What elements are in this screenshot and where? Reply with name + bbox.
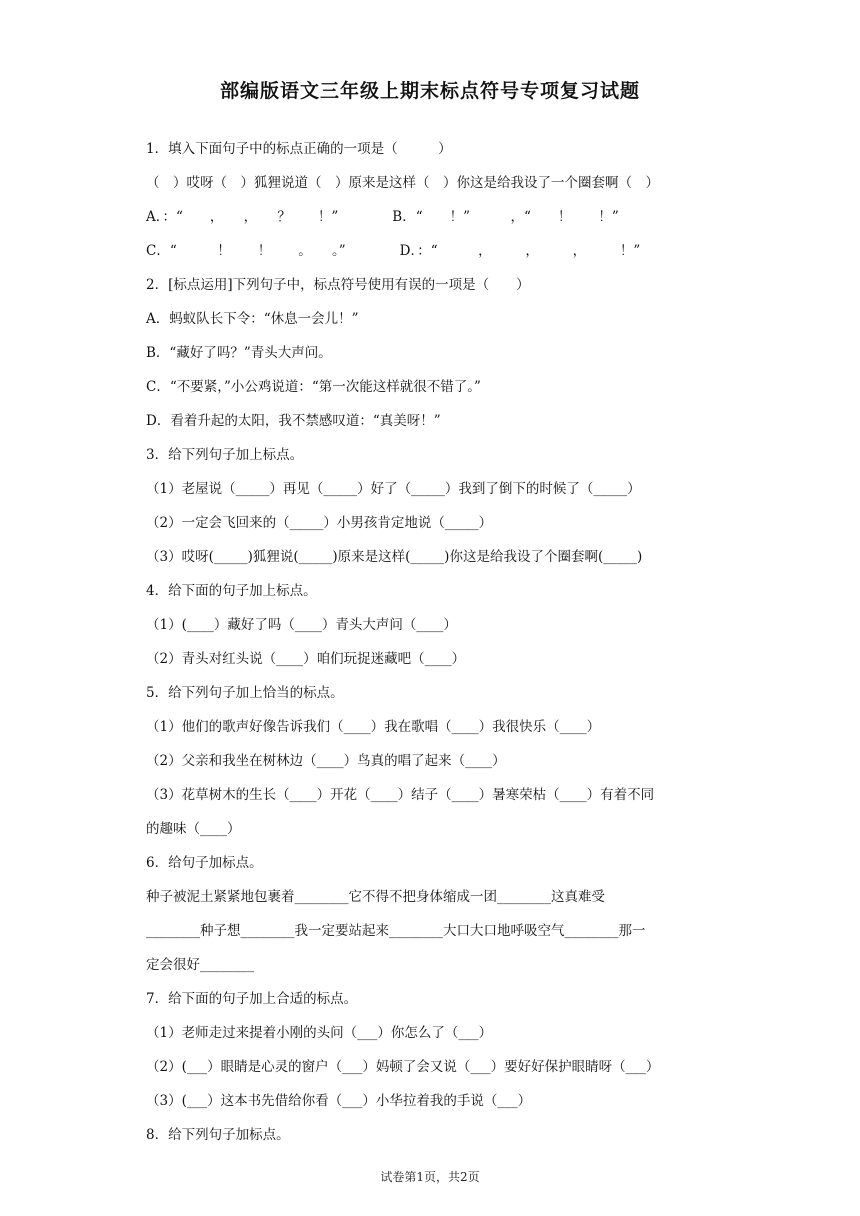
question-2-option-c: C．“不要紧，”小公鸡说道：“第一次能这样就很不错了。” bbox=[146, 379, 481, 395]
question-7-stem: 7．给下面的句子加上合适的标点。 bbox=[146, 991, 358, 1007]
question-4-item-2: （2）青头对红头说（____）咱们玩捉迷藏吧（____） bbox=[146, 651, 466, 667]
question-5-item-2: （2）父亲和我坐在树林边（____）鸟真的唱了起来（____） bbox=[146, 753, 506, 769]
question-6-text-line-1: 种子被泥土紧紧地包裹着________它不得不把身体缩成一团________这真难受 bbox=[146, 889, 605, 905]
question-1-sentence: （ ）哎呀（ ）狐狸说道（ ）原来是这样（ ）你这是给我设了一个圈套啊（ ） bbox=[146, 175, 659, 191]
question-4-stem: 4．给下面的句子加上标点。 bbox=[146, 583, 317, 599]
question-3-item-1: （1）老屋说（_____）再见（_____）好了（_____）我到了倒下的时候了（_____） bbox=[146, 481, 641, 497]
question-5-item-3: （3）花草树木的生长（____）开花（____）结子（____）暑寒荣枯（____）有着不同 bbox=[146, 787, 655, 803]
question-6-stem: 6．给句子加标点。 bbox=[146, 855, 263, 871]
question-1-options-cd: C．“ ！ ！ 。 。” D．：“ ， ， ， ！” bbox=[146, 243, 641, 259]
question-3-item-3: （3）哎呀(_____)狐狸说(_____)原来是这样(_____)你这是给我设了个圈套啊(_____) bbox=[146, 549, 643, 565]
question-2-option-a: A．蚂蚁队长下令：“休息一会儿！” bbox=[146, 311, 359, 327]
question-7-item-3: （3）(___）这本书先借给你看（___）小华拉着我的手说（___） bbox=[146, 1093, 532, 1109]
question-1-stem: 1．填入下面句子中的标点正确的一项是（ ） bbox=[146, 141, 452, 157]
question-1-options-ab: A．：“ ， ， ？ ！” B．“ ！” ，“ ！ ！” bbox=[146, 209, 619, 225]
question-5-item-3-cont: 的趣味（____） bbox=[146, 821, 241, 837]
question-3-stem: 3．给下列句子加上标点。 bbox=[146, 447, 304, 463]
question-8-stem: 8．给下列句子加标点。 bbox=[146, 1127, 290, 1143]
page-footer: 试卷第1页，共2页 bbox=[380, 1170, 480, 1184]
question-5-stem: 5．给下列句子加上恰当的标点。 bbox=[146, 685, 344, 701]
question-6-text-line-3: 定会很好________ bbox=[146, 957, 254, 973]
page-title: 部编版语文三年级上期末标点符号专项复习试题 bbox=[219, 80, 640, 102]
question-2-stem: 2．[标点运用]下列句子中，标点符号使用有误的一项是（ ） bbox=[146, 277, 530, 293]
question-7-item-2: （2）(___）眼睛是心灵的窗户（___）妈顿了会又说（___）要好好保护眼睛呀（___） bbox=[146, 1059, 660, 1075]
question-6-text-line-2: ________种子想________我一定要站起来________大口大口地呼吸空气________那一 bbox=[146, 923, 646, 939]
question-5-item-1: （1）他们的歌声好像告诉我们（____）我在歌唱（____）我很快乐（____） bbox=[146, 719, 601, 735]
question-2-option-d: D．看着升起的太阳，我不禁感叹道：“真美呀！” bbox=[146, 413, 441, 429]
question-7-item-1: （1）老师走过来提着小刚的头问（___）你怎么了（___） bbox=[146, 1025, 493, 1041]
question-2-option-b: B．“藏好了吗？”青头大声问。 bbox=[146, 345, 332, 361]
question-4-item-1: （1）(____）藏好了吗（____）青头大声问（____） bbox=[146, 617, 457, 633]
question-3-item-2: （2）一定会飞回来的（_____）小男孩肯定地说（_____） bbox=[146, 515, 493, 531]
